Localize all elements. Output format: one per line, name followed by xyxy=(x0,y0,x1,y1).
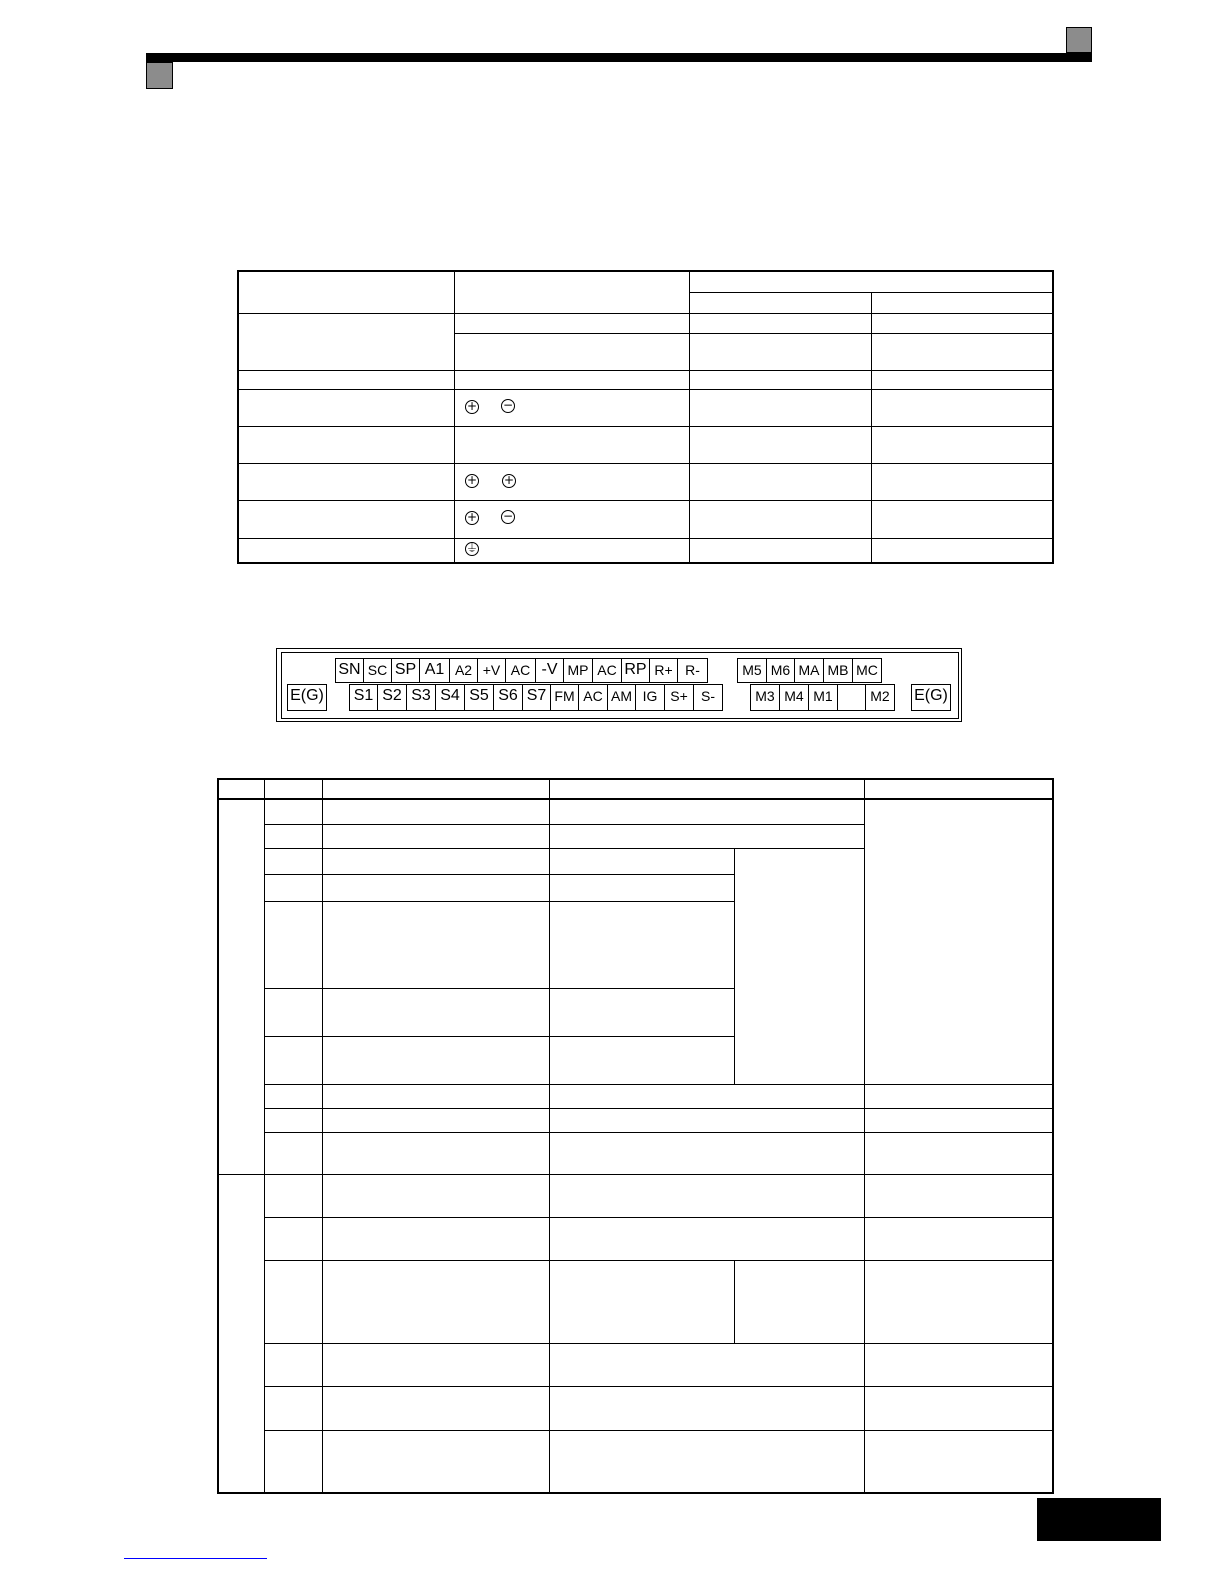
terminal-a1: A1 xyxy=(419,658,450,683)
page-number-block xyxy=(1037,1498,1161,1541)
terminal-r-minus: R- xyxy=(677,658,708,683)
terminal-blank xyxy=(837,684,866,711)
terminal-s5: S5 xyxy=(464,684,494,711)
terminal-mp: MP xyxy=(563,658,593,683)
terminal-ac: AC xyxy=(592,658,622,683)
plus-symbol: + xyxy=(503,473,515,487)
terminal-plus-v: +V xyxy=(477,658,506,683)
terminal-rp: RP xyxy=(621,658,650,683)
terminal-minus-v: -V xyxy=(535,658,564,683)
plus-symbol: + xyxy=(466,399,478,413)
terminal-m2: M2 xyxy=(865,684,895,711)
terminal-m6: M6 xyxy=(766,658,795,683)
header-bar xyxy=(146,53,1092,62)
terminal-m5: M5 xyxy=(737,658,767,683)
terminal-s1: S1 xyxy=(349,684,378,711)
terminal-ig: IG xyxy=(635,684,665,711)
terminal-m3: M3 xyxy=(750,684,780,711)
terminal-s6: S6 xyxy=(493,684,523,711)
table1-frame xyxy=(237,270,1054,564)
terminal-ac: AC xyxy=(578,684,608,711)
terminal-s7: S7 xyxy=(522,684,551,711)
ground-symbol: ⏚ xyxy=(466,541,479,555)
terminal-sp: SP xyxy=(391,658,420,683)
terminal-ac: AC xyxy=(505,658,536,683)
plus-symbol: + xyxy=(466,473,478,487)
terminal-ma: MA xyxy=(794,658,824,683)
terminal-fm: FM xyxy=(550,684,579,711)
plus-symbol: + xyxy=(466,510,478,524)
header-marker-left xyxy=(146,62,173,89)
minus-symbol: − xyxy=(502,509,514,523)
terminal-mb: MB xyxy=(823,658,853,683)
header-marker-right xyxy=(1066,27,1092,53)
terminal-mc: MC xyxy=(852,658,882,683)
terminal-s3: S3 xyxy=(406,684,436,711)
terminal-sn: SN xyxy=(335,658,364,683)
terminal-s2: S2 xyxy=(377,684,407,711)
terminal-r-plus: R+ xyxy=(649,658,678,683)
terminal-m1: M1 xyxy=(808,684,838,711)
terminal-m4: M4 xyxy=(779,684,809,711)
terminal-am: AM xyxy=(607,684,636,711)
terminal-s-plus: S+ xyxy=(664,684,694,711)
footer-link-underline[interactable] xyxy=(124,1558,267,1559)
terminal-ground-left: E(G) xyxy=(287,684,327,711)
terminal-a2: A2 xyxy=(449,658,478,683)
minus-symbol: − xyxy=(502,398,514,412)
terminal-s4: S4 xyxy=(435,684,465,711)
terminal-ground-right: E(G) xyxy=(911,684,951,711)
terminal-s-minus: S- xyxy=(693,684,723,711)
terminal-sc: SC xyxy=(363,658,392,683)
